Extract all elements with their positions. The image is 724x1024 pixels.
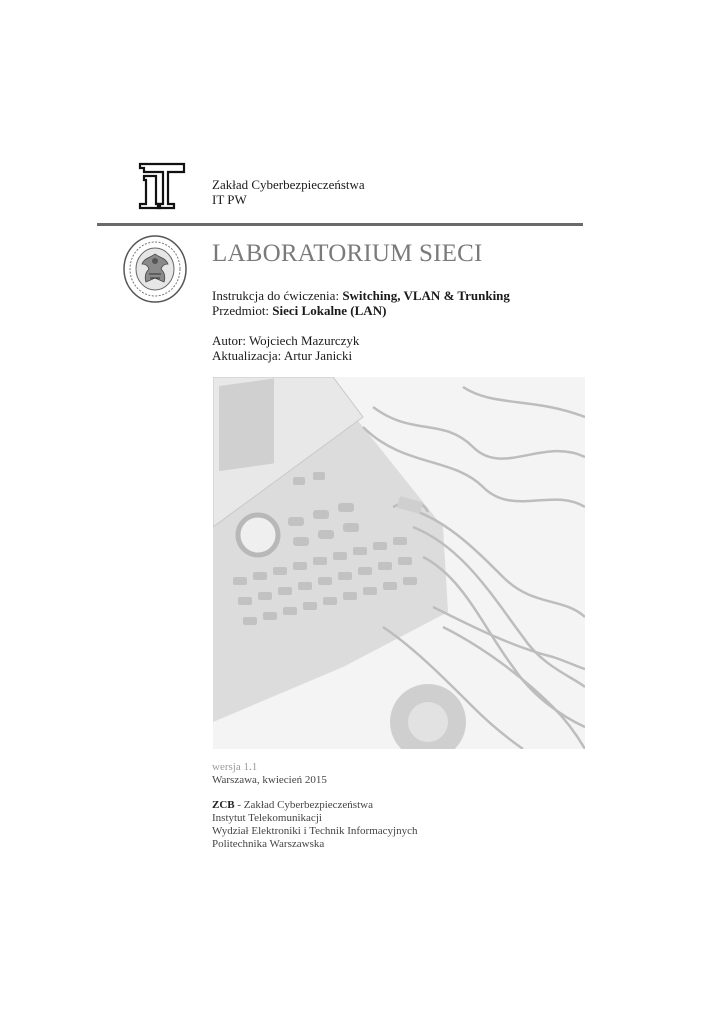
zcb-line bbox=[212, 799, 373, 812]
exercise-label: Instrukcja do ćwiczenia: bbox=[212, 288, 343, 303]
institute-logo bbox=[138, 160, 186, 210]
update-line: Aktualizacja: Artur Janicki bbox=[212, 348, 353, 363]
version-label: wersja 1.1 bbox=[212, 761, 258, 773]
zcb-name: - Zakład Cyberbezpieczeństwa bbox=[234, 799, 373, 811]
exercise-line bbox=[212, 288, 510, 303]
university-line: Politechnika Warszawska bbox=[212, 838, 325, 850]
department-info bbox=[212, 177, 365, 207]
date-place: Warszawa, kwiecień 2015 bbox=[212, 774, 327, 786]
subject-name: Sieci Lokalne (LAN) bbox=[272, 303, 387, 318]
institute-abbr: IT PW bbox=[212, 192, 247, 207]
header-rule bbox=[97, 223, 583, 226]
department-name: Zakład Cyberbezpieczeństwa bbox=[212, 177, 365, 192]
document-title: LABORATORIUM SIECI bbox=[212, 240, 483, 267]
faculty-line: Wydział Elektroniki i Technik Informacyjnych bbox=[212, 825, 418, 837]
subject-line bbox=[212, 303, 386, 318]
subject-label: Przedmiot: bbox=[212, 303, 273, 318]
author-line: Autor: Wojciech Mazurczyk bbox=[212, 333, 360, 348]
zcb-abbr: ZCB bbox=[212, 799, 235, 811]
cover-photo bbox=[213, 377, 585, 749]
university-emblem bbox=[122, 234, 188, 304]
exercise-name: Switching, VLAN & Trunking bbox=[342, 288, 510, 303]
institute-line: Instytut Telekomunikacji bbox=[212, 812, 322, 824]
